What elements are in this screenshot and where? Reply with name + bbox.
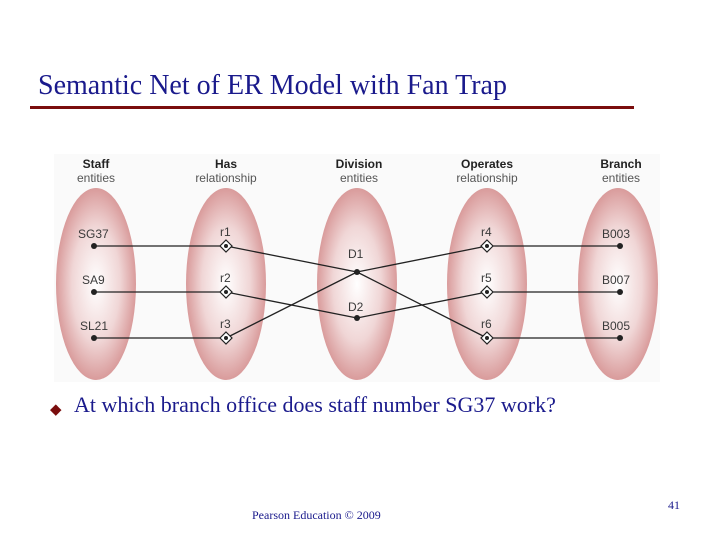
node-dot-b003 [617, 243, 623, 249]
node-label-sg37: SG37 [78, 227, 109, 241]
staff-column-subtitle: entities [76, 171, 116, 185]
title-divider [30, 106, 634, 109]
node-label-r1: r1 [220, 225, 231, 239]
slide-title: Semantic Net of ER Model with Fan Trap [38, 70, 507, 101]
division-ellipse [317, 188, 397, 380]
node-dot-sg37 [91, 243, 97, 249]
branch-column-title: Branch [600, 157, 642, 171]
bullet-icon: ◆ [50, 400, 62, 418]
has-column-title: Has [214, 157, 238, 171]
node-label-sl21: SL21 [80, 319, 109, 333]
division-column-title: Division [335, 157, 383, 171]
node-label-r5: r5 [481, 271, 492, 285]
question-text: At which branch office does staff number SG37 work? [74, 392, 556, 417]
node-label-r4: r4 [481, 225, 492, 239]
node-label-b005: B005 [602, 319, 631, 333]
staff-column-title: Staff [82, 157, 110, 171]
node-label-r3: r3 [220, 317, 231, 331]
node-dot-d1 [354, 269, 360, 275]
operates-column-title: Operates [460, 157, 514, 171]
division-column-subtitle: entities [339, 171, 379, 185]
node-label-b003: B003 [602, 227, 631, 241]
node-label-r2: r2 [220, 271, 231, 285]
diamond-center-r3 [224, 336, 228, 340]
semantic-net-diagram [54, 154, 660, 382]
diamond-center-r1 [224, 244, 228, 248]
node-dot-b005 [617, 335, 623, 341]
node-dot-b007 [617, 289, 623, 295]
diamond-center-r6 [485, 336, 489, 340]
node-label-r6: r6 [481, 317, 492, 331]
node-dot-d2 [354, 315, 360, 321]
has-column-subtitle: relationship [195, 171, 257, 185]
node-dot-sl21 [91, 335, 97, 341]
branch-column-subtitle: entities [601, 171, 641, 185]
node-dot-sa9 [91, 289, 97, 295]
operates-column-subtitle: relationship [456, 171, 518, 185]
footer-copyright: Pearson Education © 2009 [252, 508, 381, 522]
diamond-center-r2 [224, 290, 228, 294]
node-label-b007: B007 [602, 273, 631, 287]
diamond-center-r4 [485, 244, 489, 248]
diamond-center-r5 [485, 290, 489, 294]
node-label-d1: D1 [348, 247, 364, 261]
page-number: 41 [668, 498, 680, 512]
node-label-d2: D2 [348, 300, 364, 314]
node-label-sa9: SA9 [82, 273, 105, 287]
